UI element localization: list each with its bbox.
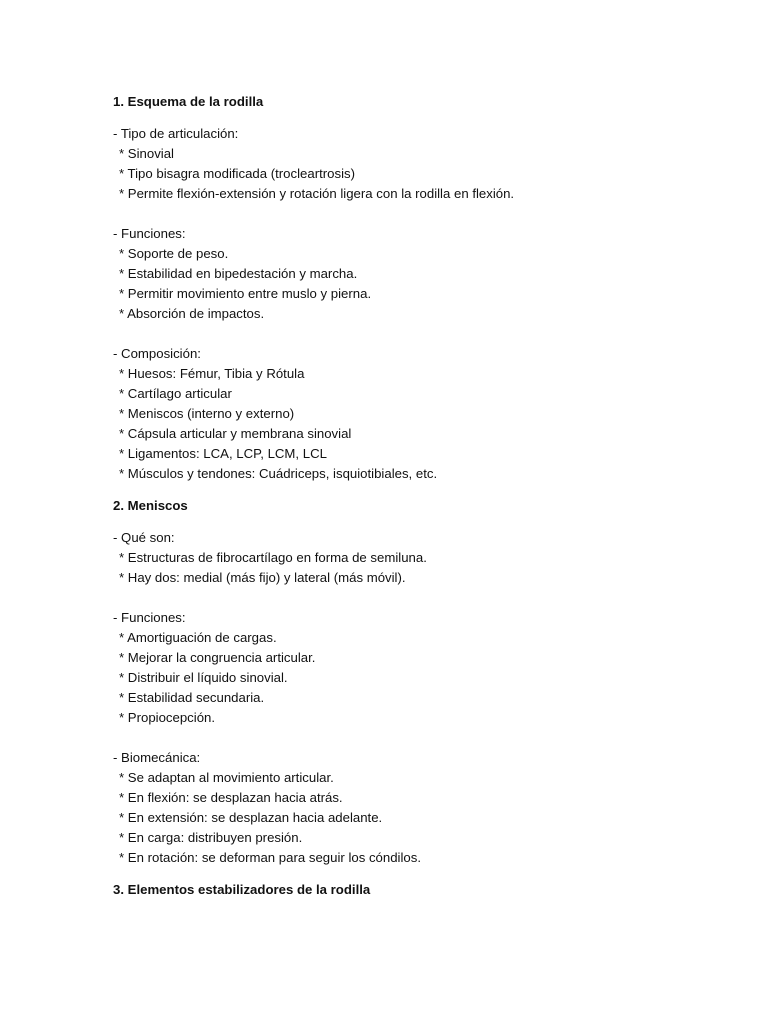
- list-item: * Permitir movimiento entre muslo y pierna.: [119, 286, 372, 301]
- list-item: * Huesos: Fémur, Tibia y Rótula: [119, 366, 305, 381]
- list-item: * Cápsula articular y membrana sinovial: [119, 426, 352, 441]
- group-label-biomecanica: - Biomecánica:: [113, 750, 201, 765]
- list-item: * Sinovial: [119, 146, 174, 161]
- list-item: * Músculos y tendones: Cuádriceps, isquiotibiales, etc.: [119, 466, 438, 481]
- list-item: * Ligamentos: LCA, LCP, LCM, LCL: [119, 446, 327, 461]
- list-item: * Cartílago articular: [119, 386, 232, 401]
- group-label-funciones-meniscos: - Funciones:: [113, 610, 186, 625]
- section-heading-meniscos: 2. Meniscos: [113, 498, 188, 513]
- list-item: * Tipo bisagra modificada (trocleartrosis): [119, 166, 356, 181]
- group-label-tipo-articulacion: - Tipo de articulación:: [113, 126, 239, 141]
- section-heading-estabilizadores: 3. Elementos estabilizadores de la rodilla: [113, 882, 371, 897]
- group-label-composicion: - Composición:: [113, 346, 201, 361]
- list-item: * En flexión: se desplazan hacia atrás.: [119, 790, 343, 805]
- list-item: * Hay dos: medial (más fijo) y lateral (más móvil).: [119, 570, 406, 585]
- list-item: * Soporte de peso.: [119, 246, 229, 261]
- document-content: [113, 92, 713, 900]
- list-item: * Distribuir el líquido sinovial.: [119, 670, 288, 685]
- list-item: * Estabilidad secundaria.: [119, 690, 265, 705]
- list-item: * Estructuras de fibrocartílago en forma de semiluna.: [119, 550, 427, 565]
- list-item: * Permite flexión-extensión y rotación ligera con la rodilla en flexión.: [119, 186, 515, 201]
- group-label-funciones: - Funciones:: [113, 226, 186, 241]
- list-item: * Meniscos (interno y externo): [119, 406, 295, 421]
- list-item: * Mejorar la congruencia articular.: [119, 650, 316, 665]
- section-heading-esquema: 1. Esquema de la rodilla: [113, 94, 264, 109]
- list-item: * Absorción de impactos.: [119, 306, 265, 321]
- list-item: * Amortiguación de cargas.: [119, 630, 277, 645]
- list-item: * Propiocepción.: [119, 710, 216, 725]
- list-item: * En rotación: se deforman para seguir los cóndilos.: [119, 850, 422, 865]
- list-item: * Se adaptan al movimiento articular.: [119, 770, 334, 785]
- list-item: * Estabilidad en bipedestación y marcha.: [119, 266, 358, 281]
- group-label-que-son: - Qué son:: [113, 530, 175, 545]
- list-item: * En carga: distribuyen presión.: [119, 830, 303, 845]
- list-item: * En extensión: se desplazan hacia adelante.: [119, 810, 383, 825]
